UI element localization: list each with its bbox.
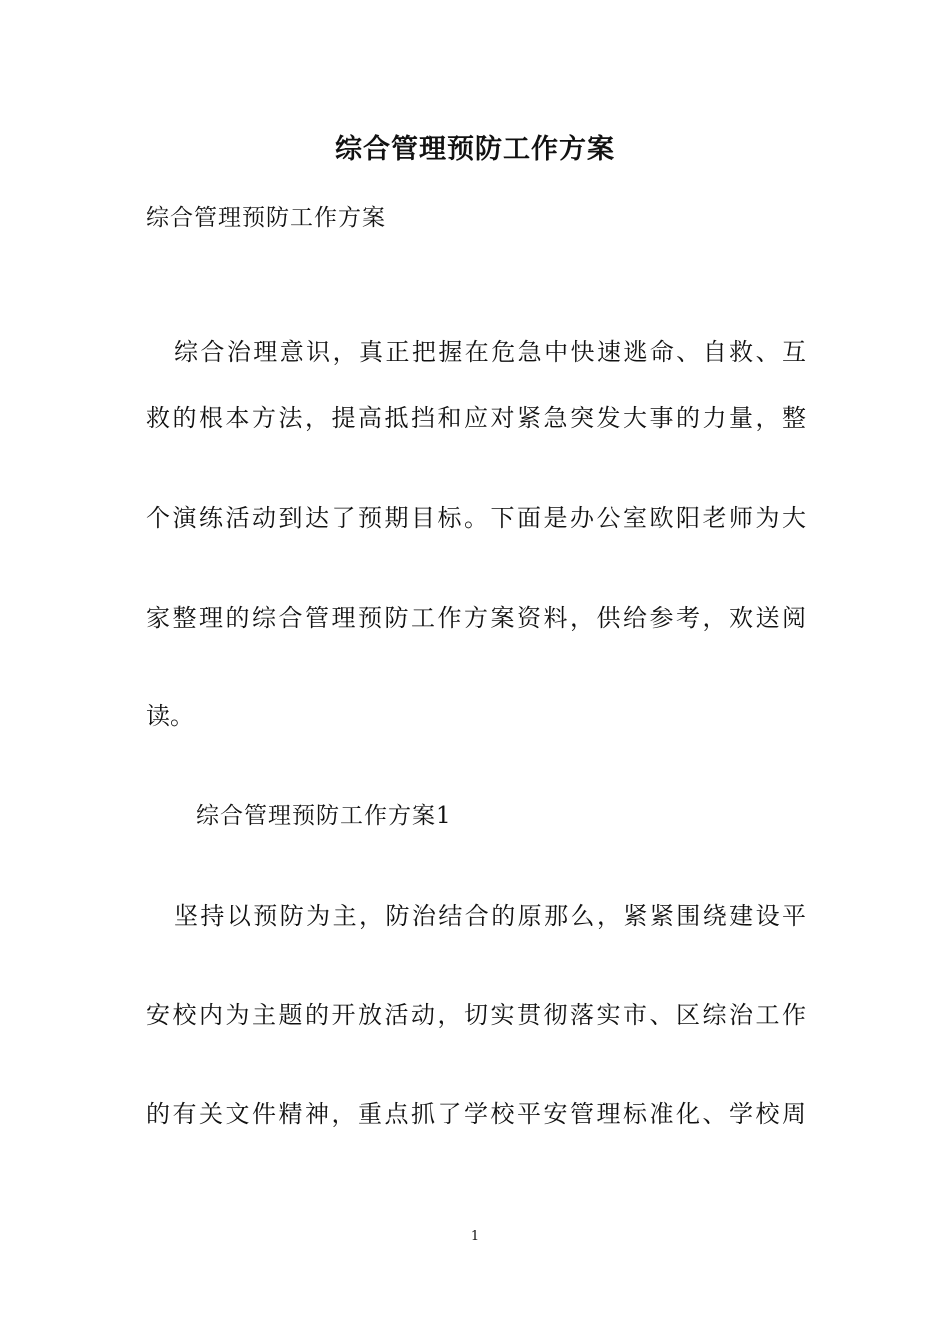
document-title: 综合管理预防工作方案 — [335, 134, 615, 165]
document-subtitle: 综合管理预防工作方案 — [146, 205, 386, 231]
section-heading: 综合管理预防工作方案1 — [196, 803, 452, 829]
page-number: 1 — [470, 1229, 480, 1244]
paragraph-line: 综合治理意识，真正把握在危急中快速逃命、自救、互 — [174, 338, 806, 366]
paragraph-line: 坚持以预防为主，防治结合的原那么，紧紧围绕建设平 — [174, 902, 806, 930]
paragraph-line: 的有关文件精神，重点抓了学校平安管理标准化、学校周 — [146, 1100, 806, 1128]
paragraph-line: 家整理的综合管理预防工作方案资料，供给参考，欢送阅 — [146, 604, 806, 632]
paragraph-line: 安校内为主题的开放活动，切实贯彻落实市、区综治工作 — [146, 1001, 806, 1029]
paragraph-line: 救的根本方法，提高抵挡和应对紧急突发大事的力量，整 — [146, 404, 806, 432]
paragraph-line: 个演练活动到达了预期目标。下面是办公室欧阳老师为大 — [146, 504, 806, 532]
paragraph-line: 读。 — [146, 702, 194, 730]
